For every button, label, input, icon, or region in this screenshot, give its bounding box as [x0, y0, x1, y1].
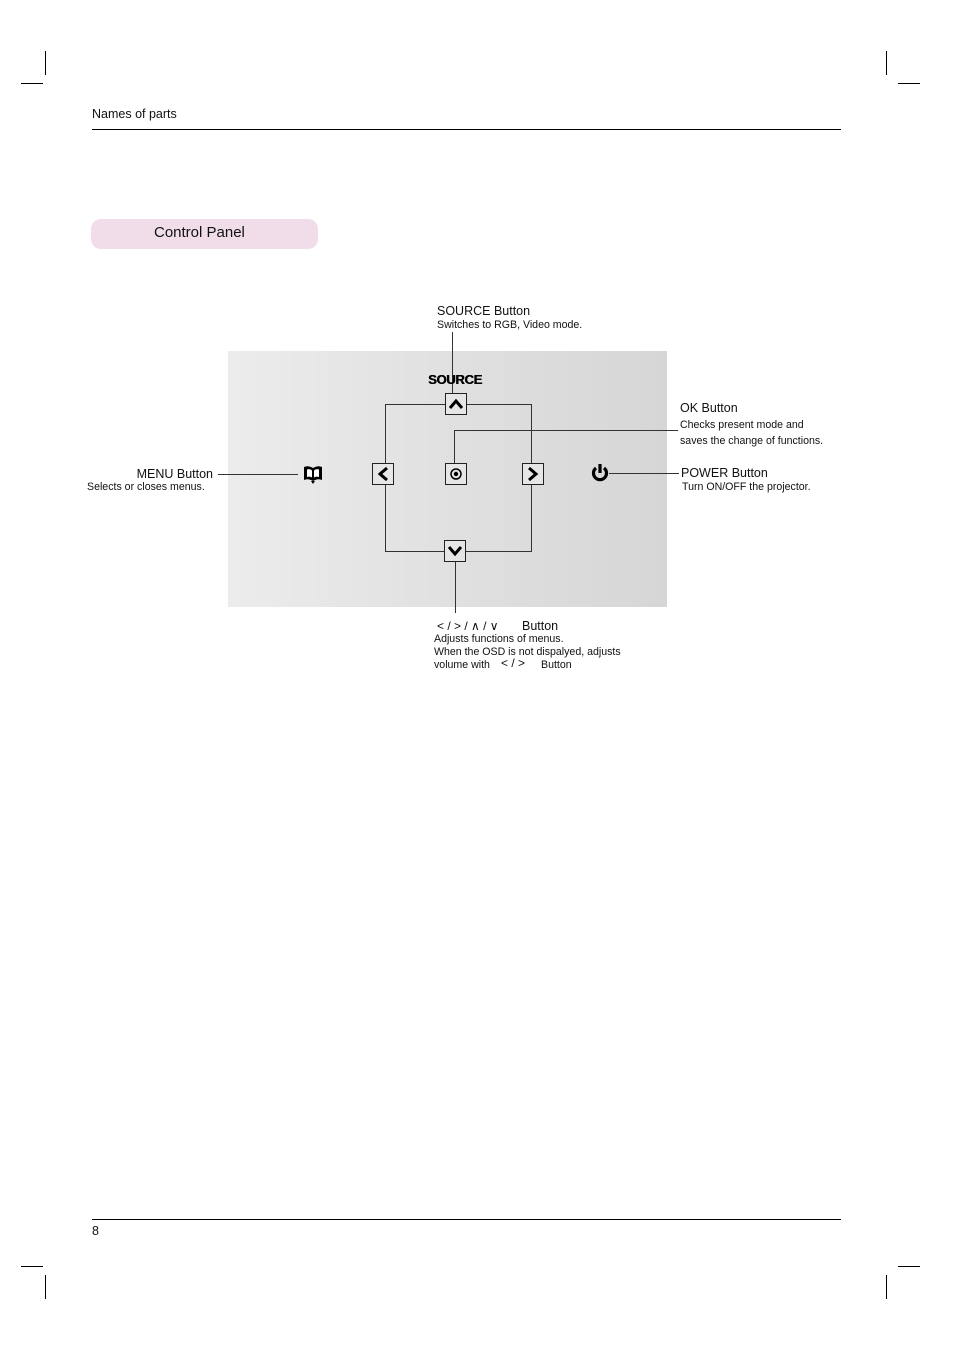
crop-mark	[898, 1266, 920, 1267]
menu-callout-desc: Selects or closes menus.	[87, 481, 205, 493]
crop-mark	[45, 51, 46, 75]
section-heading	[91, 219, 318, 249]
arrows-callout-volume-suffix: Button	[541, 659, 572, 671]
menu-leader-line	[218, 474, 298, 475]
ok-callout-desc-line: Checks present mode and	[680, 419, 804, 431]
left-button[interactable]	[372, 463, 394, 485]
chevron-down-icon	[447, 545, 463, 557]
crop-mark	[898, 83, 920, 84]
arrows-callout-desc-line: When the OSD is not dispalyed, adjusts	[434, 646, 621, 658]
ok-target-icon	[449, 467, 463, 481]
crop-mark	[45, 1275, 46, 1299]
chevron-up-icon	[448, 398, 464, 410]
arrows-callout-symbols: < / > / ∧ / ∨	[437, 619, 499, 633]
chevron-left-icon	[377, 466, 389, 482]
ok-callout-desc-line: saves the change of functions.	[680, 435, 824, 447]
menu-callout-title: MENU Button	[136, 467, 213, 481]
page-number: 8	[92, 1224, 99, 1238]
arrows-callout-volume-prefix: volume with	[434, 659, 490, 671]
right-button[interactable]	[522, 463, 544, 485]
ok-leader-line	[454, 430, 678, 431]
power-icon	[590, 462, 610, 484]
header-section-title: Names of parts	[92, 107, 177, 121]
power-callout-title: POWER Button	[681, 466, 768, 480]
power-leader-line	[609, 473, 679, 474]
header-divider	[92, 129, 841, 130]
source-callout-desc: Switches to RGB, Video mode.	[437, 319, 583, 331]
crop-mark	[21, 83, 43, 84]
power-callout-desc: Turn ON/OFF the projector.	[682, 481, 811, 493]
ok-button[interactable]	[445, 463, 467, 485]
footer-divider	[92, 1219, 841, 1220]
crop-mark	[886, 1275, 887, 1299]
crop-mark	[21, 1266, 43, 1267]
chevron-right-icon	[527, 466, 539, 482]
section-heading-label: Control Panel	[154, 224, 245, 241]
menu-button[interactable]	[302, 465, 324, 490]
down-button[interactable]	[444, 540, 466, 562]
power-button[interactable]	[590, 462, 610, 489]
ok-leader-line	[454, 430, 455, 464]
arrows-leader-line	[455, 560, 456, 613]
up-button[interactable]	[445, 393, 467, 415]
arrows-callout-desc-line: Adjusts functions of menus.	[434, 633, 564, 645]
arrows-callout-title: Button	[522, 619, 559, 633]
crop-mark	[886, 51, 887, 75]
book-icon	[302, 465, 324, 485]
panel-source-label: SOURCE	[428, 372, 482, 387]
source-callout-title: SOURCE Button	[437, 304, 531, 318]
ok-callout-title: OK Button	[680, 401, 738, 415]
arrows-callout-volume-symbols: < / >	[501, 656, 526, 670]
